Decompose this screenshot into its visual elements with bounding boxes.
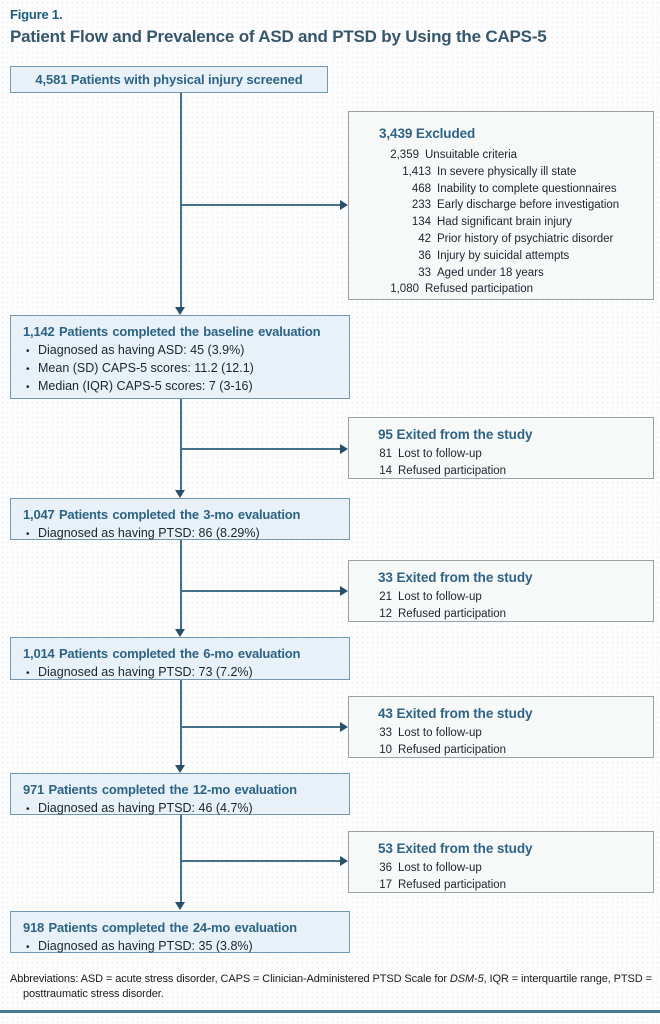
baseline-evaluation-title: 1,142 Patients completed the baseline evaluation [23, 324, 321, 339]
excluded-box [348, 111, 654, 300]
exit-box-43 [348, 696, 654, 758]
flow-connector-branch-2 [181, 448, 341, 450]
bullet-icon [23, 342, 38, 360]
arrow-right-icon [340, 856, 348, 866]
excluded-row: 468 Inability to complete questionnaires [411, 182, 617, 195]
arrow-right-icon [340, 586, 348, 596]
baseline-bullet: • Median (IQR) CAPS-5 scores: 7 (3-16) [23, 378, 341, 396]
arrow-down-icon [175, 490, 185, 498]
arrow-right-icon [340, 444, 348, 454]
figure-title: Patient Flow and Prevalence of ASD and PTSD by Using the CAPS-5 [10, 27, 547, 46]
abbreviations-footnote: Abbreviations: ASD = acute stress disorder, CAPS = Clinician-Administered PTSD Scale for DSM-5, IQR = interquartile range, PTSD = posttraumatic stress disorder. [10, 973, 652, 1000]
flow-connector-vertical-1 [180, 93, 182, 308]
flow-connector-vertical-3 [180, 540, 182, 630]
exit-box-title: 43 Exited from the study [378, 706, 533, 721]
flow-connector-branch-5 [181, 860, 341, 862]
excluded-box-title: 3,439 Excluded [379, 126, 476, 141]
exit-row: 36 Lost to follow-up [379, 862, 482, 874]
arrow-right-icon [340, 722, 348, 732]
flow-connector-branch-4 [181, 726, 341, 728]
screened-patients-box [10, 66, 328, 93]
exit-row: 81 Lost to follow-up [379, 448, 482, 460]
exit-row: 12 Refused participation [379, 607, 507, 620]
screened-patients-label: 4,581 Patients with physical injury screened [35, 72, 303, 87]
evaluation-box-3mo [10, 498, 350, 540]
exit-box-title: 33 Exited from the study [378, 570, 533, 585]
exit-box-title: 95 Exited from the study [378, 427, 533, 442]
evaluation-12mo-title: 971 Patients completed the 12-mo evaluation [23, 782, 297, 797]
flow-connector-vertical-4 [180, 680, 182, 766]
bullet-icon [23, 938, 38, 956]
bullet-icon [23, 800, 38, 818]
exit-row: 21 Lost to follow-up [379, 591, 482, 603]
flow-connector-vertical-2 [180, 399, 182, 491]
bottom-rule [0, 1010, 660, 1013]
figure-label: Figure 1. [10, 7, 63, 22]
exit-box-title: 53 Exited from the study [378, 841, 533, 856]
excluded-row: 1,413 In severe physically ill state [402, 165, 577, 178]
excluded-row: 233 Early discharge before investigation [411, 199, 620, 212]
flow-connector-branch-1 [181, 204, 341, 206]
exit-row: 17 Refused participation [379, 878, 507, 891]
arrow-down-icon [175, 629, 185, 637]
bullet-icon [23, 525, 38, 543]
exit-box-53 [348, 831, 654, 893]
baseline-evaluation-box [10, 315, 350, 399]
evaluation-3mo-title: 1,047 Patients completed the 3-mo evaluation [23, 507, 301, 522]
evaluation-6mo-title: 1,014 Patients completed the 6-mo evaluation [23, 646, 301, 661]
evaluation-24mo-title: 918 Patients completed the 24-mo evaluation [23, 920, 297, 935]
excluded-row: 33 Aged under 18 years [418, 266, 544, 279]
evaluation-3mo-bullet: • Diagnosed as having PTSD: 86 (8.29%) [23, 525, 341, 543]
evaluation-12mo-bullet: • Diagnosed as having PTSD: 46 (4.7%) [23, 800, 341, 818]
evaluation-24mo-bullet: • Diagnosed as having PTSD: 35 (3.8%) [23, 938, 341, 956]
flow-connector-branch-3 [181, 590, 341, 592]
exit-box-33 [348, 560, 654, 622]
excluded-row: 42 Prior history of psychiatric disorder [418, 232, 614, 245]
evaluation-box-12mo [10, 773, 350, 815]
evaluation-box-24mo [10, 911, 350, 953]
arrow-down-icon [175, 307, 185, 315]
arrow-down-icon [175, 902, 185, 910]
evaluation-box-6mo [10, 637, 350, 680]
baseline-bullet: • Mean (SD) CAPS-5 scores: 11.2 (12.1) [23, 360, 341, 378]
flow-connector-vertical-5 [180, 815, 182, 903]
baseline-bullet: • Diagnosed as having ASD: 45 (3.9%) [23, 342, 341, 360]
bullet-icon [23, 664, 38, 682]
excluded-row: 134 Had significant brain injury [411, 216, 572, 229]
exit-row: 33 Lost to follow-up [379, 727, 482, 739]
excluded-row: 36 Injury by suicidal attempts [418, 249, 570, 262]
bullet-icon [23, 378, 38, 396]
bullet-icon [23, 360, 38, 378]
arrow-right-icon [340, 200, 348, 210]
exit-row: 10 Refused participation [379, 743, 507, 756]
excluded-row: 1,080 Refused participation [390, 283, 534, 296]
exit-row: 14 Refused participation [379, 464, 507, 477]
excluded-row: 2,359 Unsuitable criteria [390, 149, 518, 161]
evaluation-6mo-bullet: • Diagnosed as having PTSD: 73 (7.2%) [23, 664, 341, 682]
exit-box-95 [348, 417, 654, 479]
arrow-down-icon [175, 765, 185, 773]
